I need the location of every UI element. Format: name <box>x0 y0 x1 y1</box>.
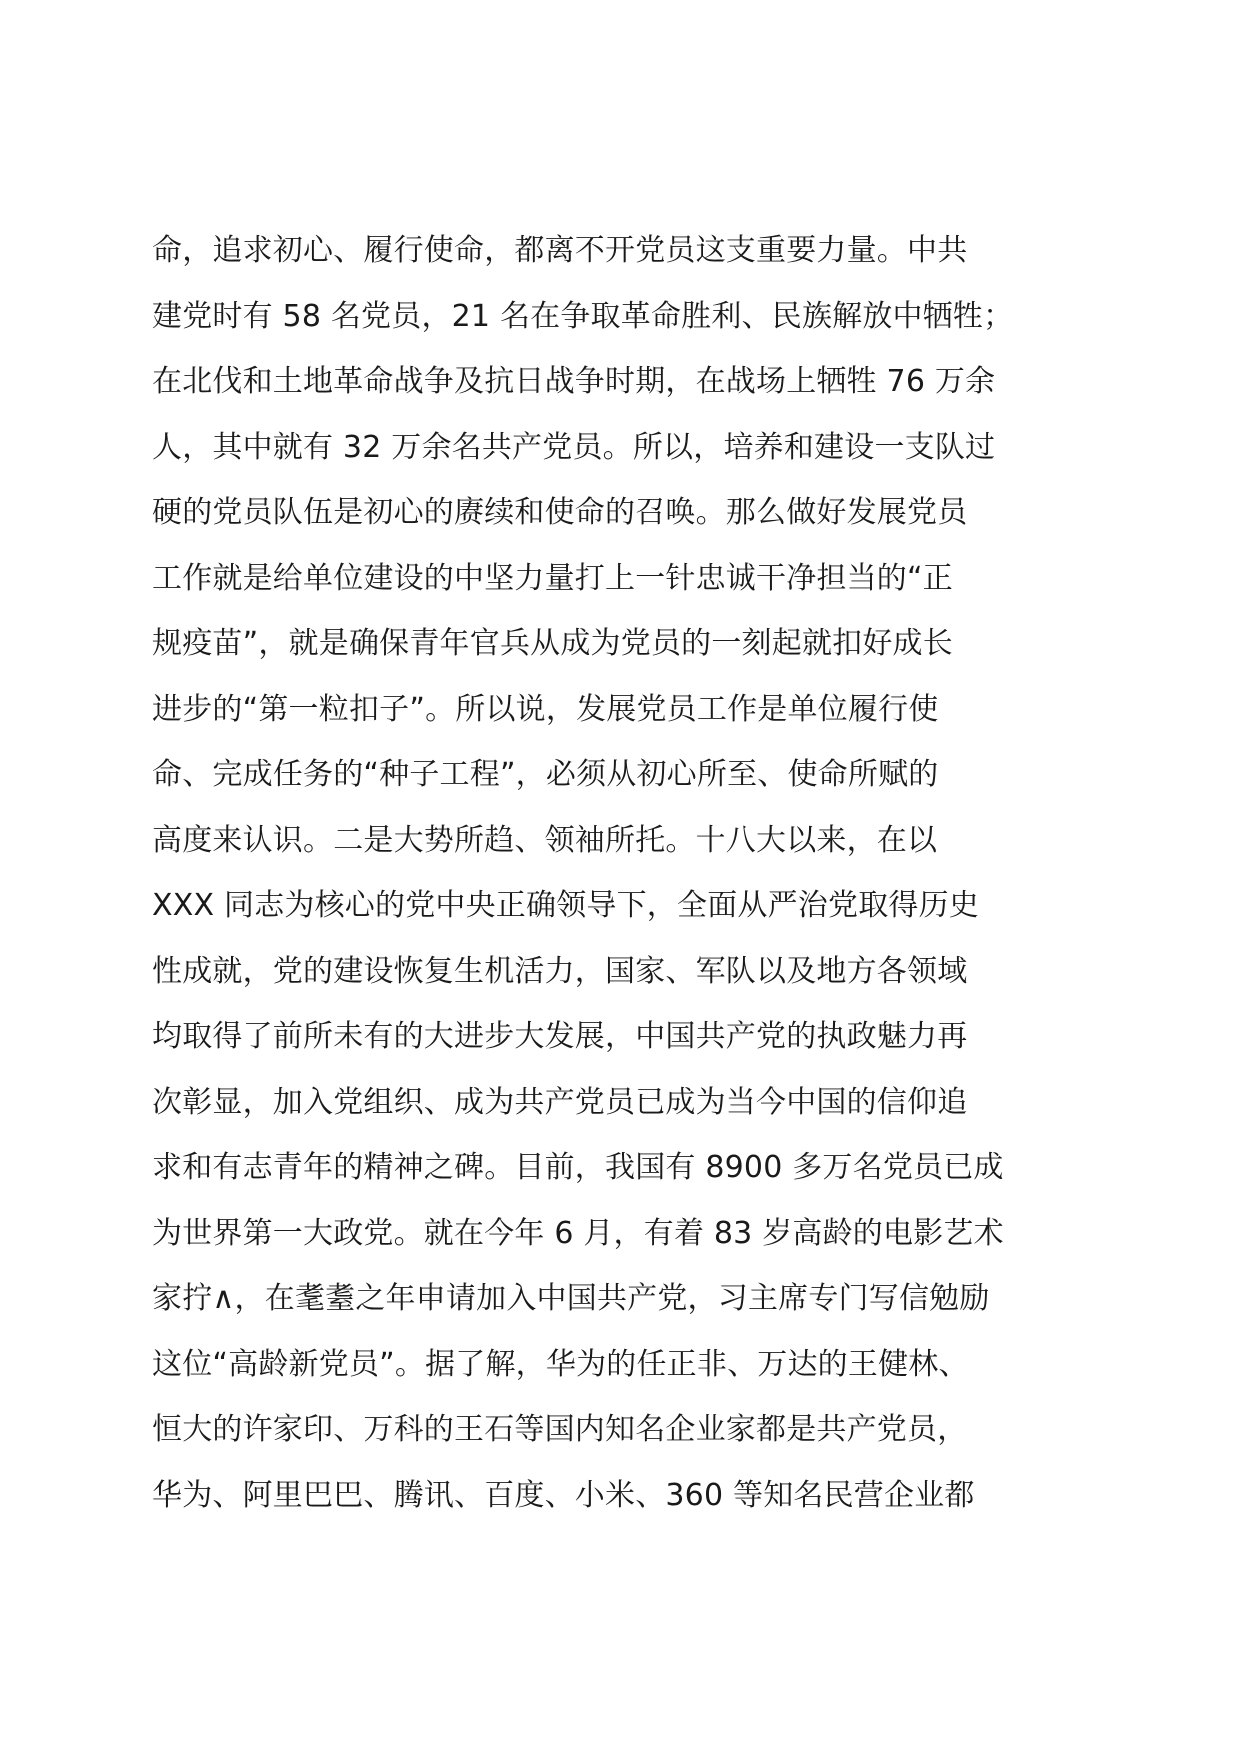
text-line: 为世界第一大政党。就在今年 6 月，有着 83 岁高龄的电影艺术 <box>152 1215 1004 1251</box>
text-line: 恒大的许家印、万科的王石等国内知名企业家都是共产党员， <box>152 1412 968 1447</box>
text-line: 这位“高龄新党员”。据了解，华为的任正非、万达的王健林、 <box>152 1346 969 1382</box>
text-line: 工作就是给单位建设的中坚力量打上一针忠诚干净担当的“正 <box>152 560 953 596</box>
text-line: 次彰显，加入党组织、成为共产党员已成为当今中国的信仰追 <box>152 1084 968 1120</box>
text-line: 命、完成任务的“种子工程”，必须从初心所至、使命所赋的 <box>152 757 939 792</box>
text-line: 硬的党员队伍是初心的赓续和使命的召唤。那么做好发展党员 <box>152 495 968 530</box>
text-line: 均取得了前所未有的大进步大发展，中国共产党的执政魅力再 <box>152 1019 968 1054</box>
text-line: 在北伐和土地革命战争及抗日战争时期，在战场上牺牲 76 万余 <box>152 364 996 399</box>
text-line: 高度来认识。二是大势所趋、领袖所托。十八大以来，在以 <box>152 822 938 858</box>
text-line: XXX 同志为核心的党中央正确领导下，全面从严治党取得历史 <box>152 888 979 923</box>
text-line: 家拧∧，在耄耋之年申请加入中国共产党，习主席专门写信勉励 <box>152 1281 990 1316</box>
text-line: 命，追求初心、履行使命，都离不开党员这支重要力量。中共 <box>152 233 968 268</box>
text-line: 华为、阿里巴巴、腾讯、百度、小米、360 等知名民营企业都 <box>152 1477 975 1513</box>
text-line: 建党时有 58 名党员，21 名在争取革命胜利、民族解放中牺牲； <box>152 298 1014 334</box>
body-text <box>152 218 1092 1528</box>
text-line: 规疫苗”，就是确保青年官兵从成为党员的一刻起就扣好成长 <box>152 626 953 661</box>
text-line: 人，其中就有 32 万余名共产党员。所以，培养和建设一支队过 <box>152 429 996 465</box>
text-line: 求和有志青年的精神之碑。目前，我国有 8900 多万名党员已成 <box>152 1150 1004 1185</box>
text-line: 进步的“第一粒扣子”。所以说，发展党员工作是单位履行使 <box>152 691 939 727</box>
text-line: 性成就，党的建设恢复生机活力，国家、军队以及地方各领域 <box>152 953 968 989</box>
